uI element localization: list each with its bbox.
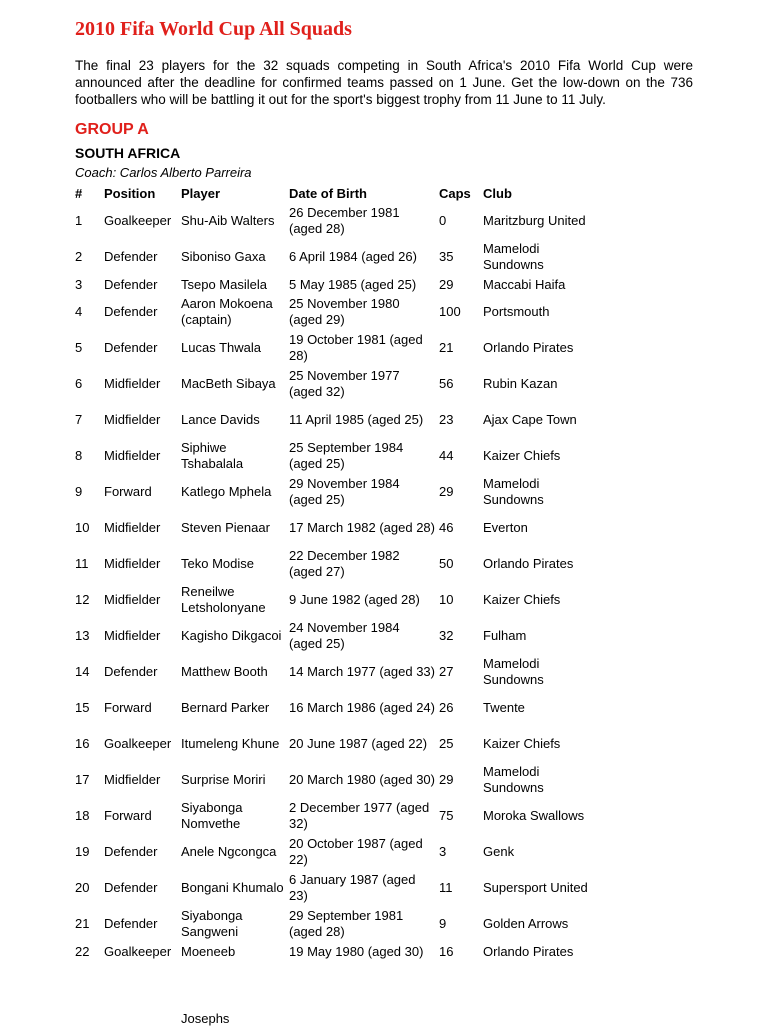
player-name: Lucas Thwala: [181, 340, 261, 355]
table-header-row: [73, 184, 605, 203]
player-dob: 9 June 1982 (aged 28): [289, 592, 420, 607]
player-caps: 9: [439, 916, 447, 931]
group-heading: GROUP A: [75, 121, 149, 138]
player-position: Defender: [104, 304, 158, 319]
player-dob: 20 June 1987 (aged 22): [289, 736, 428, 751]
table-row: [73, 239, 605, 275]
squad-table-body: [73, 203, 605, 961]
player-position: Forward: [104, 700, 152, 715]
column-header-position: Position: [104, 185, 156, 201]
player-club: Golden Arrows: [483, 916, 569, 931]
player-position: Defender: [104, 844, 158, 859]
table-row: [73, 690, 605, 726]
player-caps: 11: [439, 880, 453, 895]
table-row: [73, 366, 605, 402]
table-row: [73, 798, 605, 834]
player-club: Mamelodi Sundowns: [483, 764, 544, 795]
player-name: Surprise Moriri: [181, 772, 266, 787]
player-number: 21: [75, 916, 90, 931]
player-dob: 19 May 1980 (aged 30): [289, 943, 424, 959]
table-row: [73, 582, 605, 618]
player-caps: 29: [439, 484, 454, 499]
player-club: Ajax Cape Town: [483, 412, 577, 427]
player-name: Moeneeb: [181, 943, 236, 959]
player-position: Defender: [104, 340, 158, 355]
player-position: Midfielder: [104, 376, 161, 391]
table-row: [73, 203, 605, 239]
table-row: [73, 438, 605, 474]
player-club: Genk: [483, 844, 515, 859]
player-number: 22: [75, 943, 90, 959]
player-number: 20: [75, 880, 90, 895]
player-number: 9: [75, 484, 83, 499]
player-caps: 44: [439, 448, 454, 463]
table-row: [73, 942, 605, 961]
player-caps: 35: [439, 249, 454, 264]
player-caps: 25: [439, 736, 454, 751]
player-name: Siphiwe Tshabalala: [181, 440, 244, 471]
player-dob: 26 December 1981 (aged 28): [289, 205, 400, 236]
player-dob: 16 March 1986 (aged 24): [289, 700, 435, 715]
player-name: Siyabonga Sangweni: [181, 908, 243, 939]
player-number: 4: [75, 304, 83, 319]
table-row: [73, 402, 605, 438]
player-dob: 6 April 1984 (aged 26): [289, 249, 417, 264]
player-name: Katlego Mphela: [181, 484, 272, 499]
player-name: Bongani Khumalo: [181, 880, 284, 895]
player-position: Midfielder: [104, 448, 161, 463]
player-position: Defender: [104, 664, 158, 679]
player-caps: 29: [439, 276, 454, 292]
table-row: [73, 726, 605, 762]
player-name: Reneilwe Letsholonyane: [181, 584, 266, 615]
player-number: 14: [75, 664, 90, 679]
player-dob: 6 January 1987 (aged 23): [289, 872, 416, 903]
player-club: Kaizer Chiefs: [483, 592, 561, 607]
player-dob: 29 November 1984 (aged 25): [289, 476, 400, 507]
column-header-dob: Date of Birth: [289, 185, 367, 201]
player-dob: 5 May 1985 (aged 25): [289, 276, 417, 292]
table-row: [73, 330, 605, 366]
player-number: 10: [75, 520, 90, 535]
player-dob: 17 March 1982 (aged 28): [289, 520, 435, 535]
player-position: Midfielder: [104, 628, 161, 643]
column-header-number: #: [75, 185, 83, 201]
player-name: Steven Pienaar: [181, 520, 270, 535]
player-dob: 20 October 1987 (aged 22): [289, 836, 423, 867]
page-title: 2010 Fifa World Cup All Squads: [75, 18, 352, 40]
column-header-club: Club: [483, 185, 512, 201]
player-name: Siyabonga Nomvethe: [181, 800, 243, 831]
player-dob: 24 November 1984 (aged 25): [289, 620, 400, 651]
squad-table: [73, 184, 605, 961]
player-caps: 16: [439, 943, 454, 959]
table-row: [73, 510, 605, 546]
player-dob: 25 November 1977 (aged 32): [289, 368, 400, 399]
column-header-caps: Caps: [439, 185, 471, 201]
player-caps: 100: [439, 304, 461, 319]
table-row: [73, 906, 605, 942]
player-number: 18: [75, 808, 90, 823]
player-caps: 27: [439, 664, 454, 679]
player-club: Everton: [483, 520, 528, 535]
table-row: [73, 275, 605, 294]
player-club: Supersport United: [483, 880, 588, 895]
player-name: Aaron Mokoena (captain): [181, 296, 273, 327]
player-dob: 14 March 1977 (aged 33): [289, 664, 435, 679]
player-position: Midfielder: [104, 592, 161, 607]
player-position: Goalkeeper: [104, 736, 172, 751]
player-dob: 11 April 1985 (aged 25): [289, 412, 424, 427]
player-club: Twente: [483, 700, 525, 715]
player-dob: 29 September 1981 (aged 28): [289, 908, 404, 939]
player-club: Mamelodi Sundowns: [483, 476, 544, 507]
table-row: [73, 474, 605, 510]
player-caps: 10: [439, 592, 454, 607]
intro-paragraph: The final 23 players for the 32 squads competing in South Africa's 2010 Fifa World Cup were announced after the deadline for confirmed teams passed on 1 June. Get the low-down on the 736 footballers who will be battling it out for the sport's biggest trophy from 11 June to 11 July.: [75, 58, 693, 107]
player-number: 11: [75, 556, 89, 571]
player-club: Rubin Kazan: [483, 376, 558, 391]
table-row: [73, 294, 605, 330]
table-row: [73, 654, 605, 690]
player-name: Teko Modise: [181, 556, 254, 571]
player-dob: 25 November 1980 (aged 29): [289, 296, 400, 327]
player-dob: 20 March 1980 (aged 30): [289, 772, 435, 787]
player-club: Fulham: [483, 628, 527, 643]
player-dob: 19 October 1981 (aged 28): [289, 332, 423, 363]
player-club: Mamelodi Sundowns: [483, 656, 544, 687]
player-number: 17: [75, 772, 90, 787]
column-header-player: Player: [181, 185, 221, 201]
player-club: Moroka Swallows: [483, 808, 585, 823]
player-name: Siboniso Gaxa: [181, 249, 266, 264]
player-name: Shu-Aib Walters: [181, 213, 275, 228]
player-club: Maccabi Haifa: [483, 276, 566, 292]
coach-line: Coach: Carlos Alberto Parreira: [75, 165, 252, 180]
player-position: Goalkeeper: [104, 943, 172, 959]
player-number: 7: [75, 412, 83, 427]
player-club: Kaizer Chiefs: [483, 736, 561, 751]
table-row: [73, 870, 605, 906]
player-caps: 56: [439, 376, 454, 391]
player-name: Tsepo Masilela: [181, 276, 267, 292]
player-caps: 26: [439, 700, 454, 715]
player-caps: 21: [439, 340, 454, 355]
player-name: Bernard Parker: [181, 700, 270, 715]
player-club: Orlando Pirates: [483, 556, 574, 571]
player-position: Forward: [104, 484, 152, 499]
player-club: Mamelodi Sundowns: [483, 241, 544, 272]
player-dob: 22 December 1982 (aged 27): [289, 548, 400, 579]
player-position: Defender: [104, 276, 158, 292]
player-caps: 75: [439, 808, 454, 823]
player-caps: 50: [439, 556, 454, 571]
player-club: Maritzburg United: [483, 213, 586, 228]
player-club: Orlando Pirates: [483, 943, 574, 959]
team-heading: SOUTH AFRICA: [75, 145, 181, 161]
player-position: Defender: [104, 249, 158, 264]
player-number: 2: [75, 249, 83, 264]
player-number: 6: [75, 376, 83, 391]
player-caps: 3: [439, 844, 447, 859]
player-position: Forward: [104, 808, 152, 823]
player-number: 19: [75, 844, 90, 859]
player-position: Goalkeeper: [104, 213, 172, 228]
player-position: Defender: [104, 880, 158, 895]
player-caps: 0: [439, 213, 447, 228]
table-row: [73, 618, 605, 654]
player-caps: 29: [439, 772, 454, 787]
player-number: 15: [75, 700, 90, 715]
player-number: 12: [75, 592, 90, 607]
player-position: Midfielder: [104, 556, 161, 571]
player-dob: 2 December 1977 (aged 32): [289, 800, 430, 831]
table-row: [73, 546, 605, 582]
trailing-text-fragment: Josephs: [181, 1011, 230, 1026]
player-caps: 46: [439, 520, 454, 535]
player-club: Orlando Pirates: [483, 340, 574, 355]
table-row: [73, 762, 605, 798]
player-number: 8: [75, 448, 83, 463]
player-name: MacBeth Sibaya: [181, 376, 276, 391]
player-name: Lance Davids: [181, 412, 260, 427]
player-number: 1: [75, 213, 83, 228]
player-caps: 23: [439, 412, 454, 427]
player-position: Midfielder: [104, 412, 161, 427]
player-number: 13: [75, 628, 90, 643]
player-caps: 32: [439, 628, 454, 643]
player-number: 3: [75, 276, 83, 292]
player-name: Matthew Booth: [181, 664, 268, 679]
player-name: Anele Ngcongca: [181, 844, 277, 859]
player-position: Defender: [104, 916, 158, 931]
player-name: Itumeleng Khune: [181, 736, 280, 751]
player-name: Kagisho Dikgacoi: [181, 628, 282, 643]
player-position: Midfielder: [104, 520, 161, 535]
player-number: 5: [75, 340, 83, 355]
player-position: Midfielder: [104, 772, 161, 787]
player-dob: 25 September 1984 (aged 25): [289, 440, 404, 471]
table-row: [73, 834, 605, 870]
player-club: Kaizer Chiefs: [483, 448, 561, 463]
player-number: 16: [75, 736, 90, 751]
player-club: Portsmouth: [483, 304, 550, 319]
